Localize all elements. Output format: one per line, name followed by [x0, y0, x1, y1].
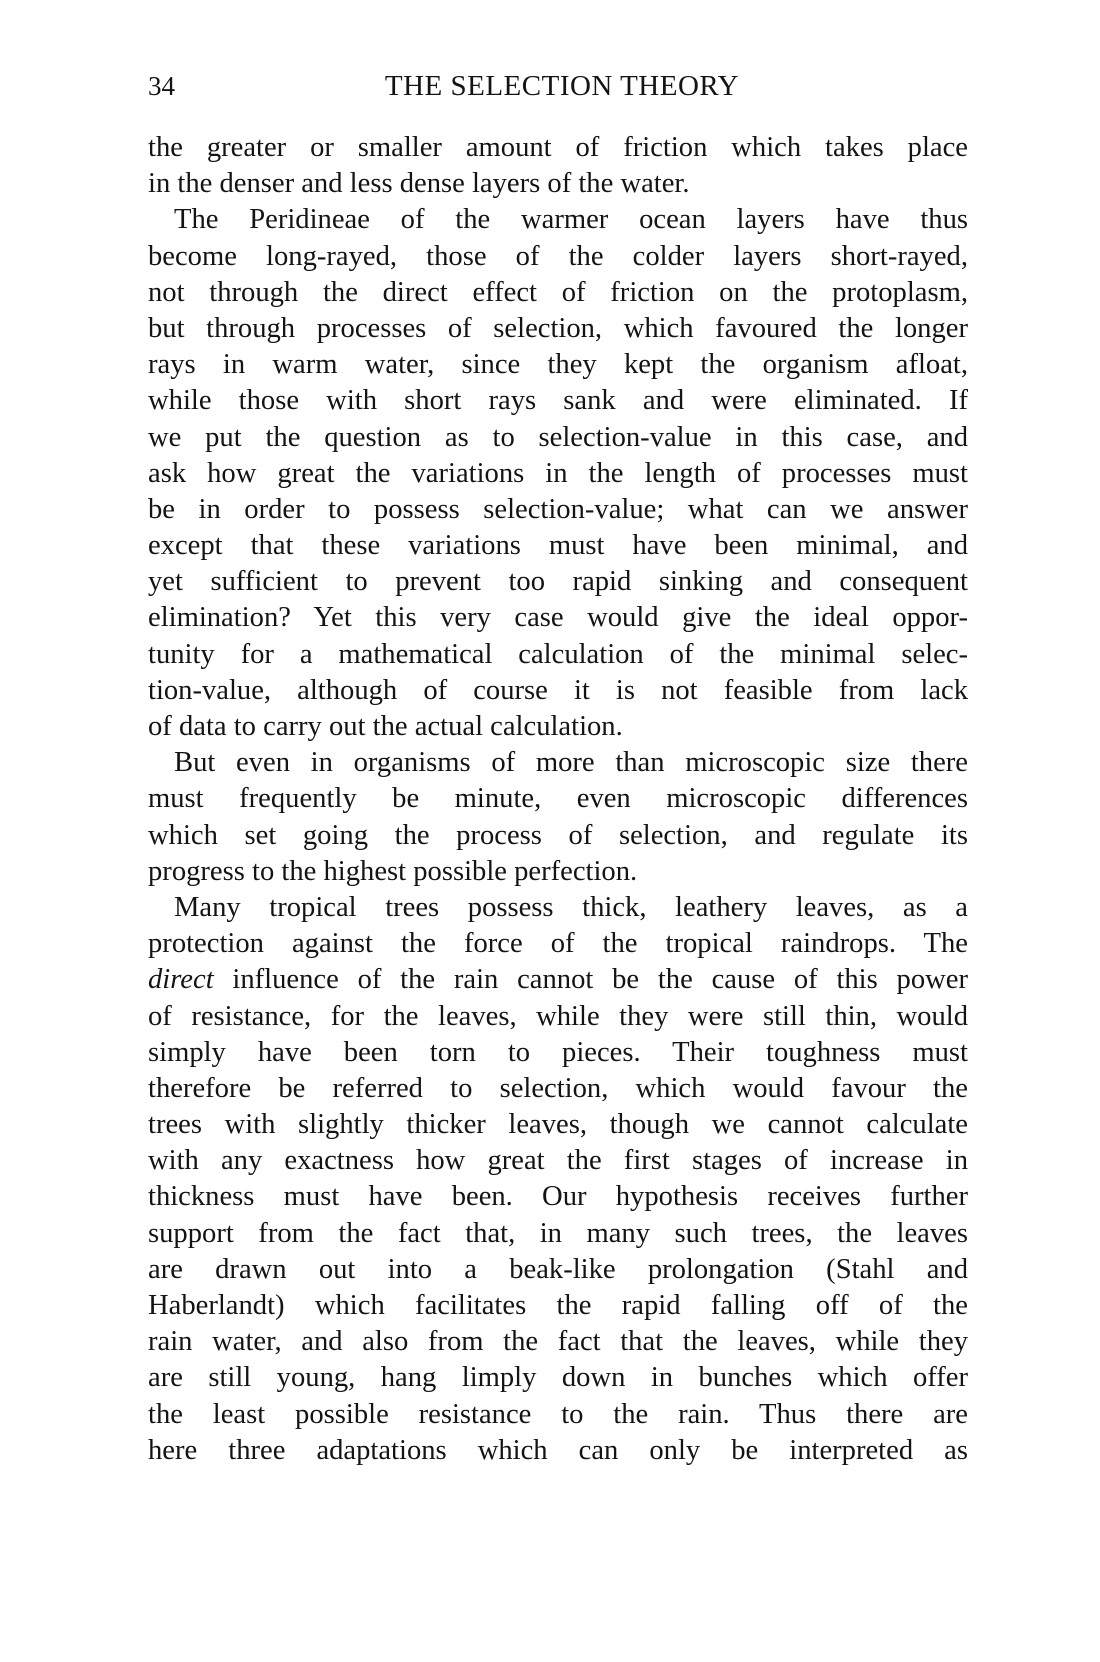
running-head	[148, 66, 968, 106]
text-line: of data to carry out the actual calculation.	[148, 711, 623, 742]
text-line: rays in warm water, since they kept the organism afloat,	[148, 349, 968, 381]
text-line: tunity for a mathematical calculation of the minimal selec-	[148, 638, 968, 670]
text-line: which set going the process of selection, and regulate its	[148, 819, 968, 851]
text-line: tion-value, although of course it is not feasible from lack	[148, 674, 968, 706]
text-line: here three adaptations which can only be interpreted as	[148, 1434, 968, 1466]
text-line: trees with slightly thicker leaves, though we cannot calculate	[148, 1109, 968, 1141]
text-line: yet sufficient to prevent too rapid sinking and consequent	[148, 566, 968, 598]
text-line: become long-rayed, those of the colder layers short-rayed,	[148, 240, 968, 272]
page-number: 34	[148, 71, 175, 101]
text-line: simply have been torn to pieces. Their toughness must	[148, 1036, 968, 1068]
text-line: progress to the highest possible perfection.	[148, 855, 638, 887]
text-line: not through the direct effect of friction on the protoplasm,	[148, 276, 968, 308]
text-line: but through processes of selection, which favoured the longer	[148, 312, 968, 344]
body-text	[148, 130, 968, 1469]
text-line: protection against the force of the tropical raindrops. The	[148, 928, 968, 960]
text-line: But even in organisms of more than microscopic size there	[174, 747, 968, 779]
text-line: with any exactness how great the first stages of increase in	[148, 1145, 968, 1177]
text-line: are drawn out into a beak-like prolongation (Stahl and	[148, 1253, 968, 1285]
text-line: of resistance, for the leaves, while they were still thin, would	[148, 1000, 968, 1032]
text-line: the greater or smaller amount of friction which takes place	[148, 132, 968, 163]
text-line: Many tropical trees possess thick, leathery leaves, as a	[174, 891, 968, 923]
text-line: support from the fact that, in many such trees, the leaves	[148, 1217, 968, 1249]
text-line: the least possible resistance to the rain. Thus there are	[148, 1398, 968, 1430]
text-line: thickness must have been. Our hypothesis receives further	[148, 1181, 968, 1213]
text-line: must frequently be minute, even microscopic differences	[148, 783, 968, 815]
text-line: while those with short rays sank and were eliminated. If	[148, 385, 968, 417]
text-line: The Peridineae of the warmer ocean layers have thus	[174, 204, 968, 236]
text-line: we put the question as to selection-value in this case, and	[148, 421, 968, 453]
text-line: ask how great the variations in the length of processes must	[148, 457, 968, 489]
text-line: therefore be referred to selection, which would favour the	[148, 1072, 968, 1104]
text-line: elimination? Yet this very case would give the ideal oppor-	[148, 602, 968, 634]
text-fragment: influence of the rain cannot be the cause of this power	[232, 964, 968, 996]
text-line: are still young, hang limply down in bunches which offer	[148, 1362, 968, 1394]
text-line: rain water, and also from the fact that the leaves, while they	[148, 1326, 968, 1358]
running-title: THE SELECTION THEORY	[384, 70, 740, 102]
text-line: Haberlandt) which facilitates the rapid falling off of the	[148, 1290, 968, 1321]
text-line: in the denser and less dense layers of the water.	[148, 168, 690, 200]
text-line: except that these variations must have been minimal, and	[148, 530, 968, 562]
text-line-with-italic	[148, 962, 968, 998]
italic-word: direct	[148, 964, 214, 996]
text-line: be in order to possess selection-value; what can we answer	[148, 493, 968, 525]
